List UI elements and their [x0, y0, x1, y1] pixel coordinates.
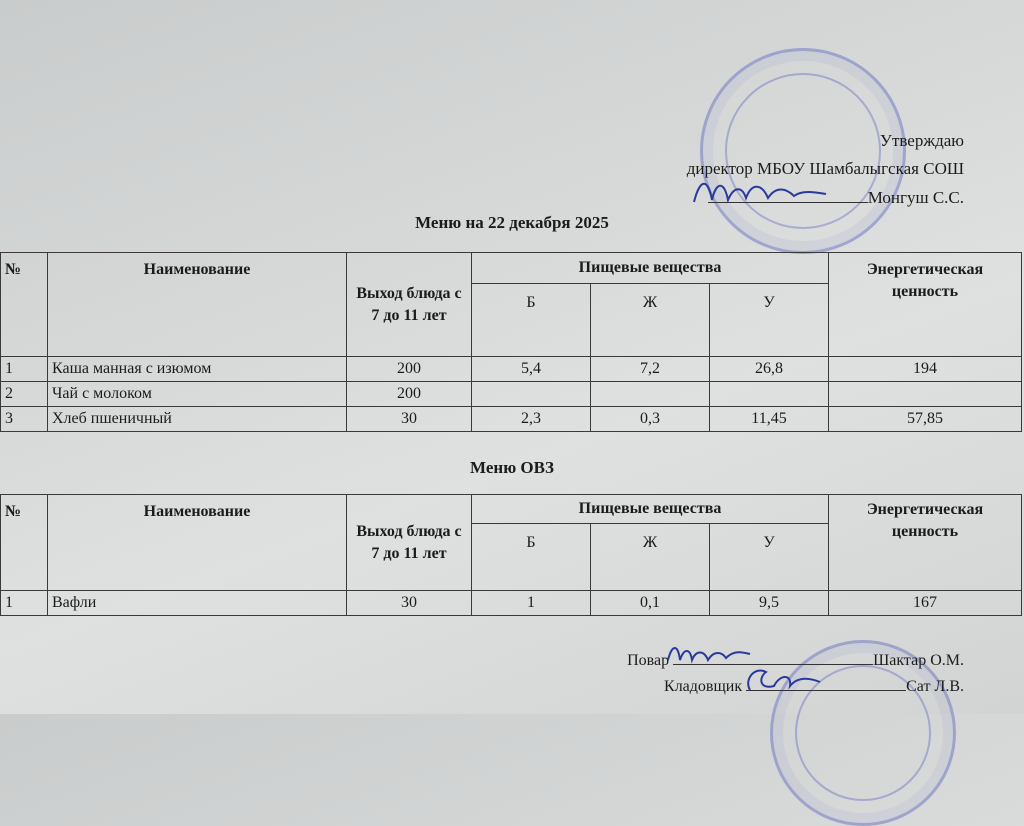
cook-label: Повар	[627, 652, 670, 669]
col-zh-header: Ж	[591, 284, 710, 357]
col-num-header: №	[1, 495, 48, 591]
approval-position: директор МБОУ Шамбалыгская СОШ	[686, 159, 964, 178]
storekeeper-name: Сат Л.В.	[906, 678, 964, 695]
row-energy	[829, 382, 1022, 407]
table-row	[1, 382, 1022, 407]
approval-heading: Утверждаю	[879, 131, 964, 150]
row-u: 9,5	[710, 591, 829, 616]
col-b-header: Б	[472, 524, 591, 591]
col-name-header: Наименование	[48, 495, 347, 591]
row-zh: 0,1	[591, 591, 710, 616]
row-output: 200	[347, 382, 472, 407]
col-nutrients-header: Пищевые вещества	[472, 495, 829, 524]
row-b: 1	[472, 591, 591, 616]
col-zh-header: Ж	[591, 524, 710, 591]
row-num: 2	[1, 382, 48, 407]
ovz-menu-table	[0, 494, 1022, 616]
row-output: 30	[347, 407, 472, 432]
row-energy: 167	[829, 591, 1022, 616]
approval-name: Монгуш С.С.	[867, 188, 964, 207]
ovz-menu-title: Меню ОВЗ	[470, 458, 554, 477]
col-energy-header: Энергетическая ценность	[829, 253, 1022, 357]
row-name: Хлеб пшеничный	[48, 407, 347, 432]
row-b: 2,3	[472, 407, 591, 432]
row-name: Чай с молоком	[48, 382, 347, 407]
table-row	[1, 357, 1022, 382]
col-b-header: Б	[472, 284, 591, 357]
row-num: 1	[1, 357, 48, 382]
storekeeper-signature	[740, 660, 830, 700]
row-zh: 0,3	[591, 407, 710, 432]
director-signature	[690, 172, 830, 212]
row-name: Каша манная с изюмом	[48, 357, 347, 382]
row-name: Вафли	[48, 591, 347, 616]
col-output-header: Выход блюда с 7 до 11 лет	[347, 253, 472, 357]
col-output-header: Выход блюда с 7 до 11 лет	[347, 495, 472, 591]
col-nutrients-header: Пищевые вещества	[472, 253, 829, 284]
col-u-header: У	[710, 524, 829, 591]
col-u-header: У	[710, 284, 829, 357]
col-num-header: №	[1, 253, 48, 357]
row-zh: 7,2	[591, 357, 710, 382]
row-output: 200	[347, 357, 472, 382]
cook-name: Шактар О.М.	[873, 652, 964, 669]
row-energy: 57,85	[829, 407, 1022, 432]
row-output: 30	[347, 591, 472, 616]
row-b: 5,4	[472, 357, 591, 382]
row-b	[472, 382, 591, 407]
row-num: 1	[1, 591, 48, 616]
row-u: 26,8	[710, 357, 829, 382]
storekeeper-label: Кладовщик	[664, 678, 743, 695]
row-u: 11,45	[710, 407, 829, 432]
col-name-header: Наименование	[48, 253, 347, 357]
table-row	[1, 591, 1022, 616]
row-energy: 194	[829, 357, 1022, 382]
col-energy-header: Энергетическая ценность	[829, 495, 1022, 591]
menu-title: Меню на 22 декабря 2025	[415, 213, 609, 232]
row-u	[710, 382, 829, 407]
menu-table	[0, 252, 1022, 432]
row-zh	[591, 382, 710, 407]
table-row	[1, 407, 1022, 432]
row-num: 3	[1, 407, 48, 432]
